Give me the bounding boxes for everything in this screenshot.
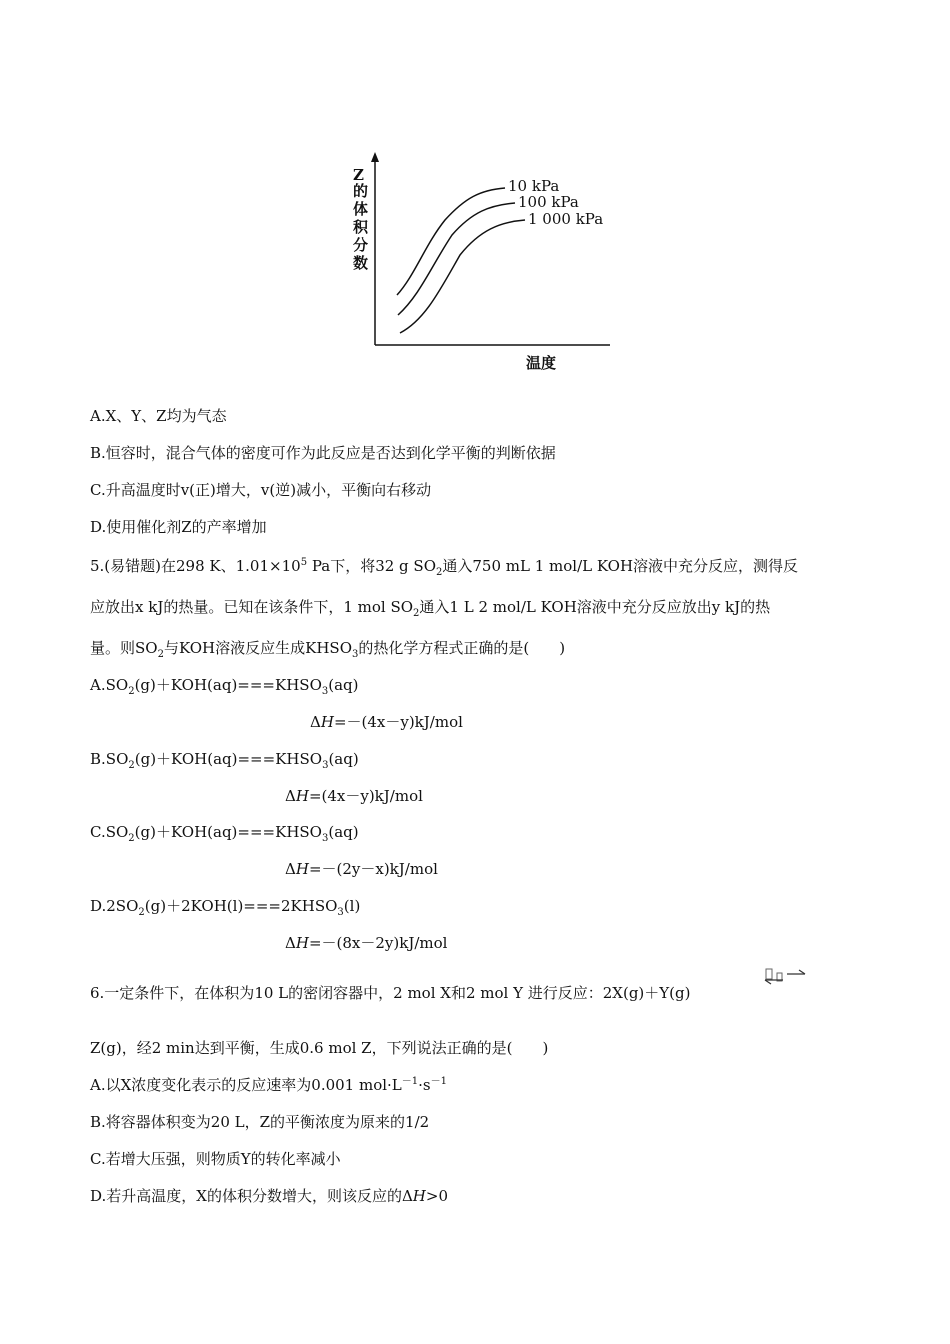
curve-label-100kpa: 100 kPa xyxy=(518,193,579,211)
q6-option-d: D.若升高温度，X的体积分数增大，则该反应的ΔH>0 xyxy=(90,1187,448,1205)
q6-line-1: 6.一定条件下，在体积为10 L的密闭容器中，2 mol X和2 mol Y 进行反应：2X(g)＋Y(g) xyxy=(90,984,691,1002)
q6-option-b: B.将容器体积变为20 L，Z的平衡浓度为原来的1/2 xyxy=(90,1113,430,1131)
q5-option-b-enthalpy: ΔH=(4x－y)kJ/mol xyxy=(285,787,423,805)
q5-option-a-equation: $A.SO_2(g)+KOH(aq)===KHSO_3(aq)$ xyxy=(90,676,359,697)
y-axis-arrow xyxy=(371,152,379,162)
curve-1000kpa xyxy=(400,220,525,333)
x-label: 温度 xyxy=(526,354,557,372)
q5-option-c-equation: $C.SO_2(g)+KOH(aq)===KHSO_3(aq)$ xyxy=(90,823,359,844)
q5-option-d-equation: $D.2SO_2(g)+2KOH(l)===2KHSO_3(l)$ xyxy=(90,897,361,918)
q4-option-d: D.使用催化剂Z的产率增加 xyxy=(90,518,267,536)
curve-label-10kpa: 10 kPa xyxy=(508,177,560,195)
q6-option-a: A.以X浓度变化表示的反应速率为0.001 $mol\cdot L^{-1}\cdot s^{-1}$ xyxy=(90,1076,447,1094)
y-label-char: 分 xyxy=(353,236,369,254)
q5-line-3: 量。则$SO_2$与KOH溶液反应生成$KHSO_3$的热化学方程式正确的是( ) xyxy=(90,639,566,660)
q5-option-d-enthalpy: ΔH=－(8x－2y)kJ/mol xyxy=(285,934,448,952)
y-label-char: 体 xyxy=(353,200,369,218)
q4-option-b: B.恒容时，混合气体的密度可作为此反应是否达到化学平衡的判断依据 xyxy=(90,444,556,462)
curve-10kpa xyxy=(397,188,505,295)
q4-option-c: C.升高温度时v(正)增大，v(逆)减小，平衡向右移动 xyxy=(90,481,432,499)
q5-line-1: 5.(易错题)在298 K、$1.01\times 10^5$ Pa下，将32 g $SO_2$通入750 mL 1 mol/L KOH溶液中充分反应，测得反 xyxy=(90,557,799,578)
y-label-char: 积 xyxy=(353,218,369,236)
curve-100kpa xyxy=(398,203,515,315)
q6-line-2: Z(g)，经2 min达到平衡，生成0.6 mol Z，下列说法正确的是( ) xyxy=(90,1039,549,1057)
q5-option-c-enthalpy: ΔH=－(2y－x)kJ/mol xyxy=(285,860,438,878)
z-volume-fraction-figure xyxy=(340,150,620,385)
q5-line-2: 应放出x kJ的热量。已知在该条件下，1 mol $SO_2$通入1 L 2 mol/L KOH溶液中充分反应放出y kJ的热 xyxy=(90,598,771,619)
y-label-char: 数 xyxy=(353,254,369,272)
q5-option-b-equation: $B.SO_2(g)+KOH(aq)===KHSO_3(aq)$ xyxy=(90,750,359,771)
y-label-char: Z xyxy=(353,166,364,184)
q6-option-c: C.若增大压强，则物质Y的转化率减小 xyxy=(90,1150,341,1168)
q4-option-a: A.X、Y、Z均为气态 xyxy=(90,407,227,425)
figure-svg xyxy=(340,150,620,385)
equilibrium-arrow-icon xyxy=(763,967,808,987)
y-label-char: 的 xyxy=(353,182,369,200)
curve-label-1000kpa: 1 000 kPa xyxy=(528,210,604,228)
q5-option-a-enthalpy: ΔH=－(4x－y)kJ/mol xyxy=(310,713,463,731)
